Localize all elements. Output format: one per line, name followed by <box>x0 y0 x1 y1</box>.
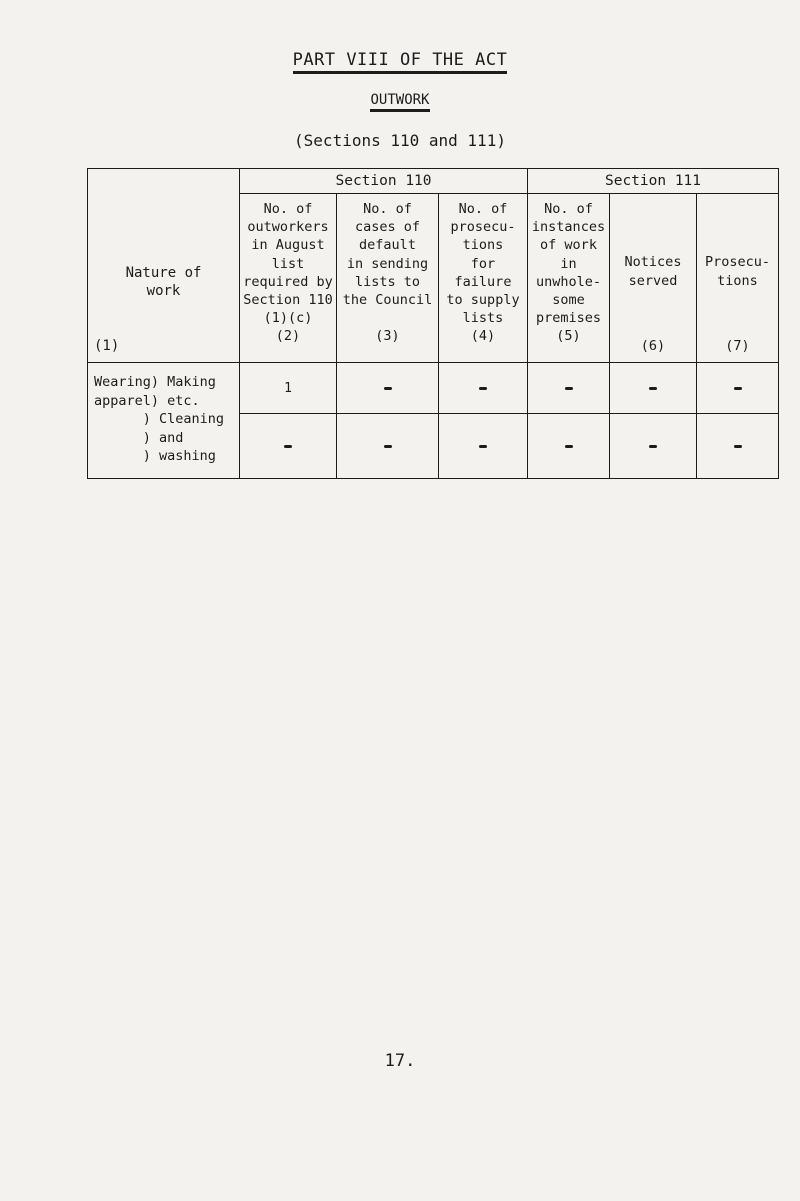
nil-dash <box>734 387 742 390</box>
header-outworkers-list: No. of outworkers in August list required by Section 110 (1)(c) (2) <box>240 194 337 363</box>
outwork-table <box>87 168 779 479</box>
cell-cleaning-outworkers <box>240 414 337 479</box>
row-label-wearing-apparel: Wearing) Making apparel) etc. ) Cleaning ) and ) washing <box>88 363 240 479</box>
sections-note: (Sections 110 and 111) <box>294 131 506 150</box>
group-header-row <box>88 169 779 194</box>
header-notices-served: Notices served (6) <box>610 194 697 363</box>
column-number-2: (2) <box>275 328 301 345</box>
page-title <box>0 50 800 70</box>
nil-dash <box>649 445 657 448</box>
cell-cleaning-default <box>337 414 439 479</box>
header-nature-of-work <box>88 169 240 363</box>
column-number-7: (7) <box>725 337 750 354</box>
header-prosecutions: Prosecu- tions (7) <box>697 194 779 363</box>
nil-dash <box>284 445 292 448</box>
cell-cleaning-unwholesome <box>528 414 610 479</box>
column-number-1: (1) <box>94 338 120 354</box>
nil-dash <box>384 445 392 448</box>
nil-dash <box>384 387 392 390</box>
nil-dash <box>565 445 573 448</box>
page-number: 17. <box>384 1051 416 1071</box>
nil-dash <box>734 445 742 448</box>
header-unwholesome-premises: No. of instances of work in unwhole- some premises (5) <box>528 194 610 363</box>
nil-dash <box>649 387 657 390</box>
cell-cleaning-prosecutions <box>697 414 779 479</box>
subtitle-text: OUTWORK <box>370 92 429 112</box>
section-subtitle <box>0 92 800 108</box>
cell-making-prosecutions <box>697 363 779 414</box>
nature-of-work-label: Nature of work <box>125 265 202 299</box>
nil-dash <box>479 445 487 448</box>
header-prosecutions-failure: No. of prosecu- tions for failure to supply lists (4) <box>439 194 528 363</box>
cell-cleaning-prosecutions-failure <box>439 414 528 479</box>
column-number-6: (6) <box>640 337 666 354</box>
column-number-4: (4) <box>470 328 496 345</box>
header-cases-of-default: No. of cases of default in sending lists to the Council (3) <box>337 194 439 363</box>
column-number-3: (3) <box>375 328 400 345</box>
column-number-5: (5) <box>556 328 581 345</box>
part-title-text: PART VIII OF THE ACT <box>293 50 508 74</box>
section-111-header: Section 111 <box>528 169 779 194</box>
cell-making-notices <box>610 363 697 414</box>
nil-dash <box>479 387 487 390</box>
cell-making-default <box>337 363 439 414</box>
nil-dash <box>565 387 573 390</box>
table-row <box>88 363 779 414</box>
outwork-table-container <box>87 168 778 479</box>
cell-making-prosecutions-failure <box>439 363 528 414</box>
section-110-header: Section 110 <box>240 169 528 194</box>
cell-making-outworkers: 1 <box>240 363 337 414</box>
cell-cleaning-notices <box>610 414 697 479</box>
cell-making-unwholesome <box>528 363 610 414</box>
